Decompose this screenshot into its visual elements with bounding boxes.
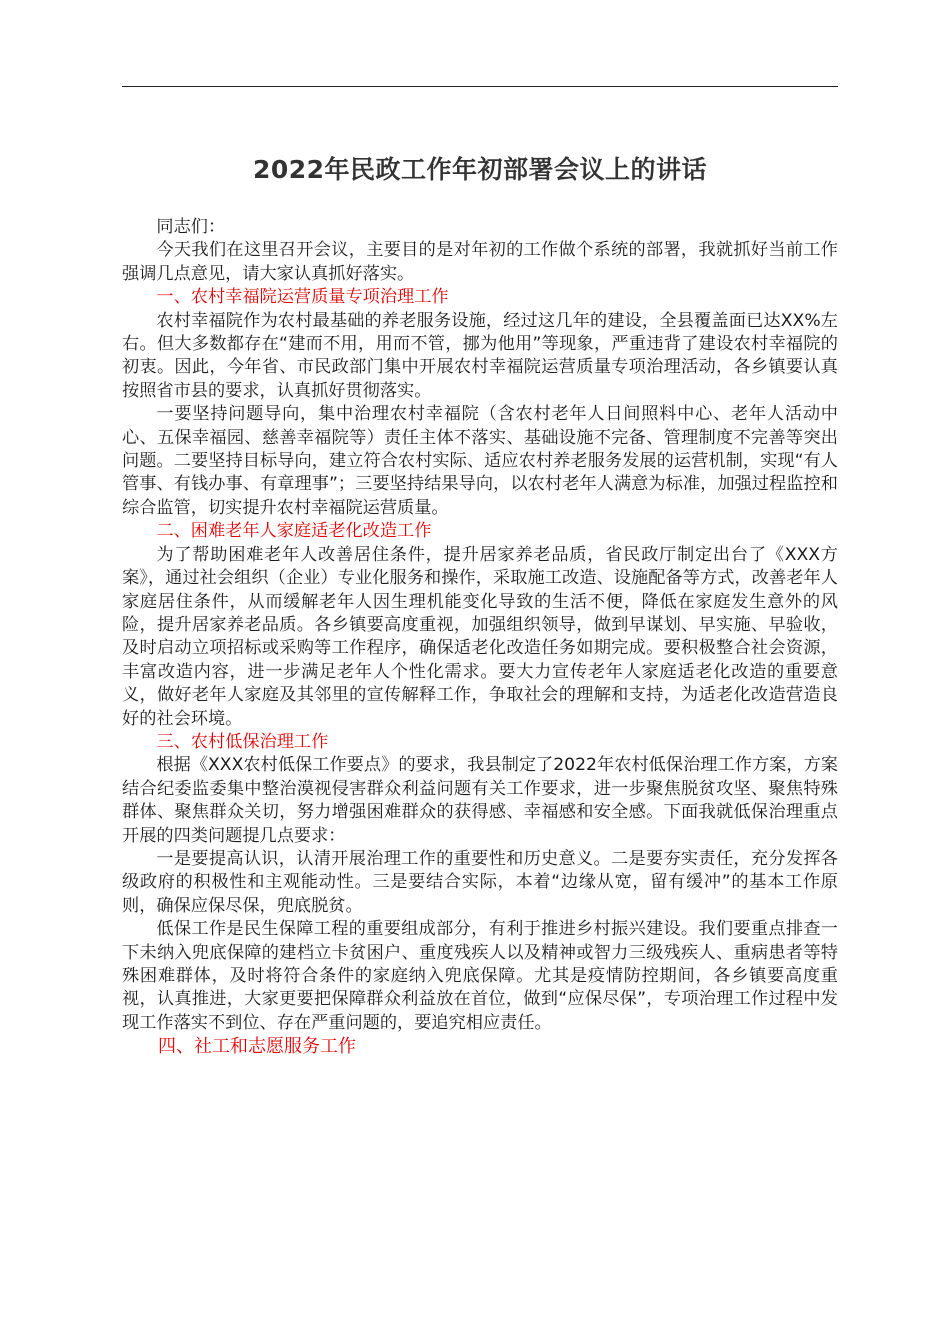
document-title: 2022年民政工作年初部署会议上的讲话	[252, 155, 708, 184]
section-2-paragraph-1: 为了帮助困难老年人改善居住条件，提升居家养老品质，省民政厅制定出台了《XXX方案》，通过社会组织（企业）专业化服务和操作，采取施工改造、设施配备等方式，改善老年人家庭居住条件，从而缓解老年人因生理机能变化导致的生活不便，降低在家庭发生意外的风险，提升居家养老品质。各乡镇要高度重视，加强组织领导，做到早谋划、早实施、早验收，及时启动立项招标或采购等工作程序，确保适老化改造任务如期完成。要积极整合社会资源，丰富改造内容，进一步满足老年人个性化需求。要大力宣传老年人家庭适老化改造的重要意义，做好老年人家庭及其邻里的宣传解释工作，争取社会的理解和支持，为适老化改造营造良好的社会环境。	[122, 544, 838, 729]
section-1-paragraph-2: 一要坚持问题导向，集中治理农村幸福院（含农村老年人日间照料中心、老年人活动中心、五保幸福园、慈善幸福院等）责任主体不落实、基础设施不完备、管理制度不完善等突出问题。二要坚持目标导向，建立符合农村实际、适应农村养老服务发展的运营机制，实现“有人管事、有钱办事、有章理事”；三要坚持结果导向，以农村老年人满意为标准，加强过程监控和综合监管，切实提升农村幸福院运营质量。	[122, 404, 838, 518]
section-heading-1: 一、农村幸福院运营质量专项治理工作	[156, 287, 449, 308]
section-3-paragraph-2: 一是要提高认识，认清开展治理工作的重要性和历史意义。二是要夯实责任，充分发挥各级政府的积极性和主观能动性。三是要结合实际，本着“边缘从宽，留有缓冲”的基本工作原则，确保应保尽保，兜底脱贫。	[122, 848, 838, 916]
section-1-paragraph-1: 农村幸福院作为农村最基础的养老服务设施，经过这几年的建设，全县覆盖面已达XX%左右。但大多数都存在“建而不用，用而不管，挪为他用”等现象，严重违背了建设农村幸福院的初衷。因此，今年省、市民政部门集中开展农村幸福院运营质量专项治理活动，各乡镇要认真按照省市县的要求，认真抓好贯彻落实。	[122, 310, 838, 401]
header-rule	[122, 86, 838, 87]
document-body	[122, 216, 838, 1059]
section-3-paragraph-1: 根据《XXX农村低保工作要点》的要求，我县制定了2022年农村低保治理工作方案，方案结合纪委监委集中整治漠视侵害群众利益问题有关工作要求，进一步聚焦脱贫攻坚、聚焦特殊群体、聚焦群众关切，努力增强困难群众的获得感、幸福感和安全感。下面我就低保治理重点开展的四类问题提几点要求：	[122, 755, 838, 846]
section-3-paragraph-3: 低保工作是民生保障工程的重要组成部分，有利于推进乡村振兴建设。我们要重点排查一下未纳入兜底保障的建档立卡贫困户、重度残疾人以及精神或智力三级残疾人、重病患者等特殊困难群体，及时将符合条件的家庭纳入兜底保障。尤其是疫情防控期间，各乡镇要高度重视，认真推进，大家更要把保障群众利益放在首位，做到“应保尽保”，专项治理工作过程中发现工作落实不到位、存在严重问题的，要追究相应责任。	[122, 919, 838, 1033]
section-heading-3: 三、农村低保治理工作	[156, 731, 329, 752]
section-heading-4: 四、社工和志愿服务工作	[158, 1036, 356, 1058]
intro-paragraph: 今天我们在这里召开会议，主要目的是对年初的工作做个系统的部署，我就抓好当前工作强调几点意见，请大家认真抓好落实。	[122, 240, 838, 284]
section-heading-2: 二、困难老年人家庭适老化改造工作	[156, 521, 432, 542]
salutation: 同志们：	[156, 217, 226, 237]
